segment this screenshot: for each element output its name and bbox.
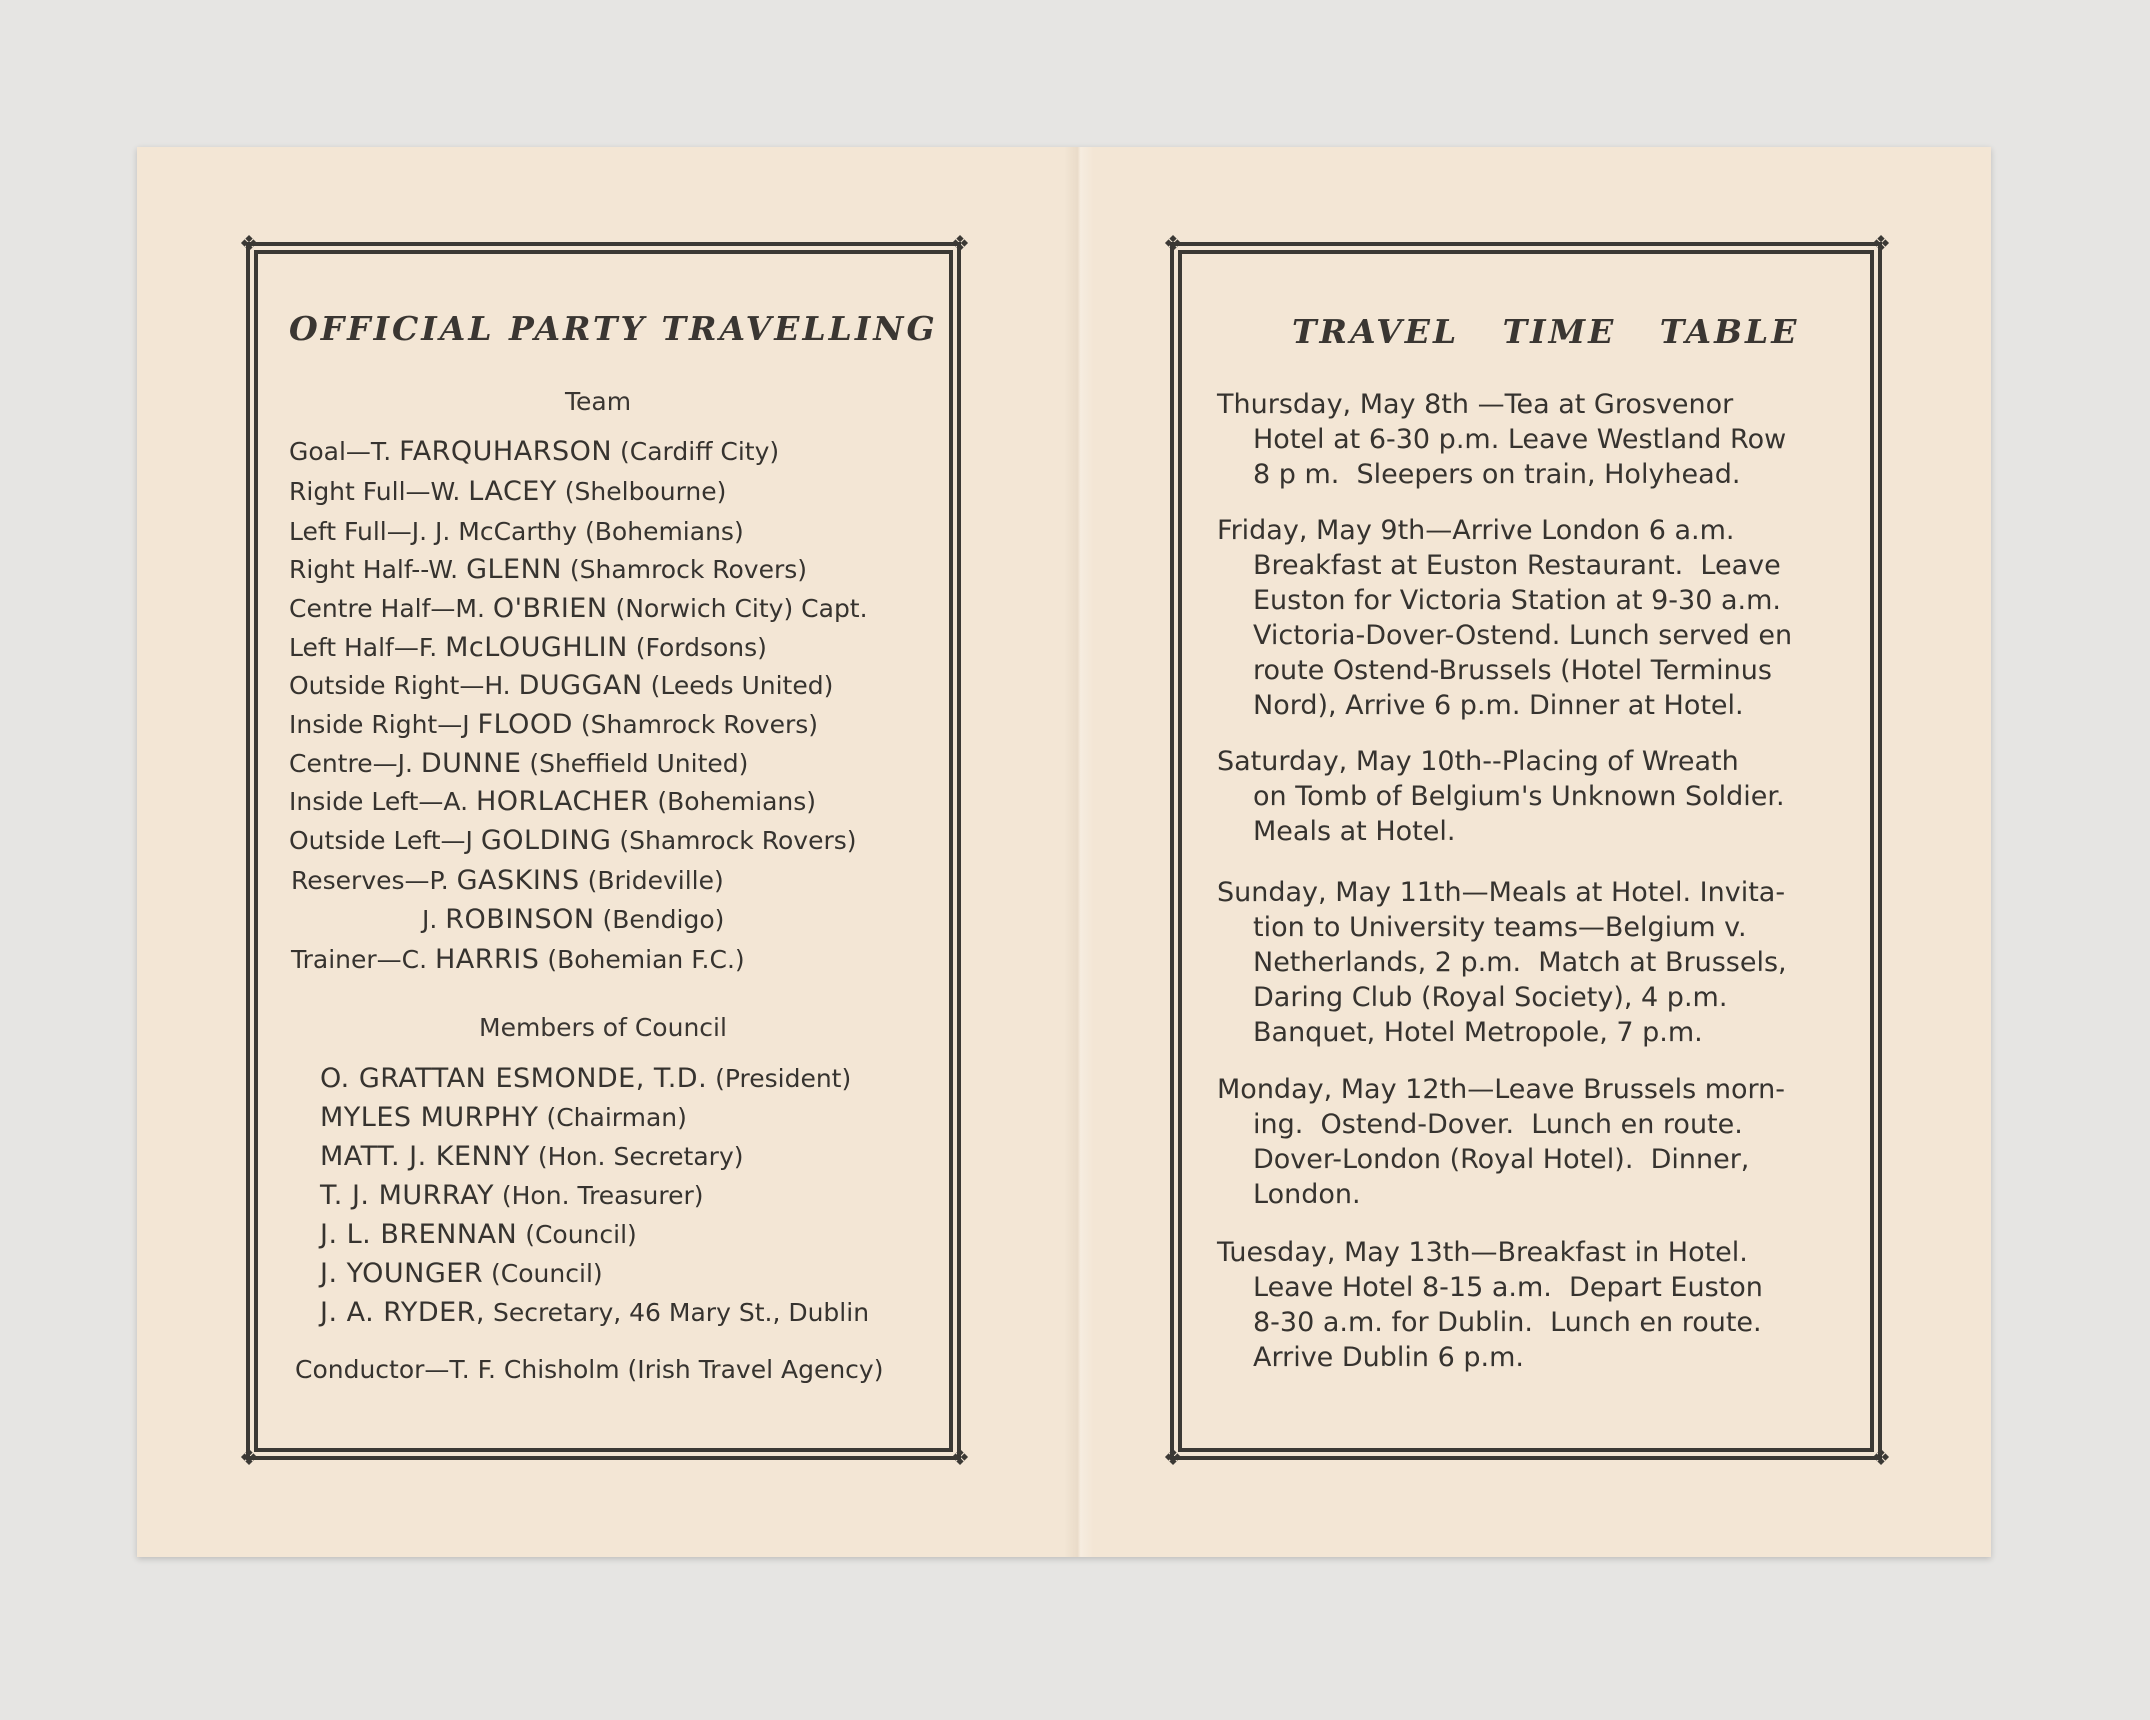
- timetable-line: Netherlands, 2 p.m. Match at Brussels,: [1253, 947, 1787, 978]
- player-line: [289, 437, 779, 467]
- corner-ornament-icon: ❖: [1163, 1446, 1183, 1471]
- corner-ornament-icon: ❖: [239, 1446, 259, 1471]
- timetable-entry: [1217, 387, 1842, 492]
- timetable-line: Friday, May 9th—Arrive London 6 a.m.: [1217, 515, 1735, 546]
- council-member-line: [320, 1064, 851, 1094]
- council-member-name: T. J. MURRAY: [320, 1180, 494, 1211]
- council-member-role: (Hon. Secretary): [529, 1142, 744, 1171]
- center-fold: [1064, 147, 1094, 1557]
- player-club: (Bohemians): [577, 517, 744, 546]
- player-name: HARRIS: [435, 944, 540, 975]
- council-member-line: [320, 1298, 869, 1328]
- timetable-line: Arrive Dublin 6 p.m.: [1253, 1342, 1524, 1373]
- player-role: Left Full—J. J. McCarthy: [289, 517, 578, 546]
- council-member-name: MYLES MURPHY: [320, 1102, 539, 1133]
- council-member-name: J. L. BRENNAN: [320, 1219, 518, 1250]
- program-card: [137, 147, 1991, 1557]
- player-role: Centre Half—M.: [289, 594, 493, 623]
- timetable-line: route Ostend-Brussels (Hotel Terminus: [1253, 655, 1772, 686]
- player-role: Reserves—P.: [291, 866, 457, 895]
- player-line: [289, 710, 818, 740]
- corner-ornament-icon: ❖: [1871, 232, 1891, 257]
- timetable-line: London.: [1253, 1179, 1361, 1210]
- council-member-role: Secretary, 46 Mary St., Dublin: [485, 1298, 870, 1327]
- player-name: DUNNE: [420, 748, 522, 779]
- player-club: (Bohemians): [649, 787, 817, 816]
- player-name: O'BRIEN: [492, 593, 608, 624]
- player-role: Right Full—W.: [289, 477, 469, 506]
- player-club: (Shamrock Rovers): [611, 826, 857, 855]
- player-club: (Shamrock Rovers): [561, 555, 808, 584]
- timetable-entry: [1217, 1072, 1842, 1212]
- timetable-entry: [1217, 513, 1842, 723]
- timetable-line: on Tomb of Belgium's Unknown Soldier.: [1253, 781, 1785, 812]
- player-line: [291, 945, 745, 975]
- player-name: HORLACHER: [475, 786, 650, 817]
- player-club: (Sheffield United): [521, 749, 749, 778]
- player-name: GOLDING: [480, 825, 612, 856]
- council-member-role: (Chairman): [538, 1103, 687, 1132]
- player-role: Centre—J.: [289, 749, 421, 778]
- timetable-line: Monday, May 12th—Leave Brussels morn-: [1217, 1074, 1786, 1105]
- council-member-role: (Council): [483, 1259, 603, 1288]
- player-club: (Brideville): [579, 866, 724, 895]
- player-club: (Norwich City) Capt.: [607, 594, 868, 623]
- player-role: Left Half—F.: [289, 633, 446, 662]
- timetable-entry: [1217, 1235, 1842, 1375]
- corner-ornament-icon: ❖: [1871, 1446, 1891, 1471]
- player-line: [289, 826, 857, 856]
- timetable-line: Saturday, May 10th--Placing of Wreath: [1217, 746, 1739, 777]
- timetable-line: Hotel at 6-30 p.m. Leave Westland Row: [1253, 424, 1787, 455]
- player-role: J.: [422, 905, 446, 934]
- timetable-line: Daring Club (Royal Society), 4 p.m.: [1253, 982, 1728, 1013]
- player-role: Inside Right—J: [289, 710, 478, 739]
- timetable-line: Leave Hotel 8-15 a.m. Depart Euston: [1253, 1272, 1763, 1303]
- player-club: (Bohemian F.C.): [539, 945, 745, 974]
- council-member-role: (Council): [517, 1220, 637, 1249]
- player-club: (Cardiff City): [612, 437, 780, 466]
- timetable-line: Breakfast at Euston Restaurant. Leave: [1253, 550, 1781, 581]
- timetable-line: Banquet, Hotel Metropole, 7 p.m.: [1253, 1017, 1703, 1048]
- council-member-role: (President): [707, 1064, 852, 1093]
- timetable-line: Tuesday, May 13th—Breakfast in Hotel.: [1217, 1237, 1748, 1268]
- player-name: GLENN: [466, 554, 562, 585]
- timetable-line: tion to University teams—Belgium v.: [1253, 912, 1747, 943]
- player-role: Right Half--W.: [289, 555, 467, 584]
- council-member-name: J. YOUNGER: [320, 1258, 484, 1289]
- player-line: [289, 787, 816, 817]
- player-line: [289, 555, 807, 585]
- player-role: Outside Right—H.: [289, 671, 519, 700]
- player-name: LACEY: [468, 476, 557, 507]
- player-club: (Leeds United): [642, 671, 834, 700]
- player-name: DUGGAN: [518, 670, 643, 701]
- player-line: [291, 866, 724, 896]
- timetable-line: Euston for Victoria Station at 9-30 a.m.: [1253, 585, 1781, 616]
- timetable-line: Meals at Hotel.: [1253, 816, 1456, 847]
- timetable-line: ing. Ostend-Dover. Lunch en route.: [1253, 1109, 1743, 1140]
- player-name: ROBINSON: [445, 904, 595, 935]
- player-role: Trainer—C.: [291, 945, 435, 974]
- timetable-entry: [1217, 744, 1842, 849]
- council-member-line: [320, 1220, 637, 1250]
- corner-ornament-icon: ❖: [950, 1446, 970, 1471]
- team-heading: Team: [565, 387, 632, 416]
- corner-ornament-icon: ❖: [1163, 232, 1183, 257]
- player-club: (Bendigo): [594, 905, 725, 934]
- timetable-line: Thursday, May 8th —Tea at Grosvenor: [1217, 389, 1734, 420]
- timetable-line: 8-30 a.m. for Dublin. Lunch en route.: [1253, 1307, 1762, 1338]
- player-name: FLOOD: [477, 709, 573, 740]
- player-club: (Shelbourne): [556, 477, 727, 506]
- council-member-name: MATT. J. KENNY: [320, 1141, 530, 1172]
- player-line: [289, 517, 744, 547]
- player-role: Inside Left—A.: [289, 787, 476, 816]
- conductor-line: Conductor—T. F. Chisholm (Irish Travel Agency): [295, 1355, 884, 1384]
- council-heading: Members of Council: [479, 1013, 727, 1042]
- council-member-line: [320, 1181, 704, 1211]
- council-member-line: [320, 1259, 603, 1289]
- right-panel-title: TRAVEL TIME TABLE: [1292, 312, 1800, 351]
- left-panel-title: OFFICIAL PARTY TRAVELLING: [289, 309, 938, 348]
- player-line: [289, 671, 833, 701]
- corner-ornament-icon: ❖: [239, 232, 259, 257]
- player-name: GASKINS: [456, 865, 580, 896]
- player-role: Goal—T.: [289, 437, 400, 466]
- council-member-line: [320, 1103, 687, 1133]
- corner-ornament-icon: ❖: [950, 232, 970, 257]
- player-club: (Fordsons): [627, 633, 767, 662]
- player-line: [289, 594, 868, 624]
- player-name: FARQUHARSON: [399, 436, 613, 467]
- timetable-line: Victoria-Dover-Ostend. Lunch served en: [1253, 620, 1793, 651]
- player-role: Outside Left—J: [289, 826, 481, 855]
- player-line: [289, 749, 748, 779]
- player-name: McLOUGHLIN: [445, 632, 628, 663]
- council-member-name: O. GRATTAN ESMONDE, T.D.: [320, 1063, 708, 1094]
- timetable-entry: [1217, 875, 1842, 1050]
- council-member-line: [320, 1142, 744, 1172]
- player-line: [289, 633, 767, 663]
- council-member-role: (Hon. Treasurer): [493, 1181, 704, 1210]
- timetable-line: Nord), Arrive 6 p.m. Dinner at Hotel.: [1253, 690, 1744, 721]
- player-club: (Shamrock Rovers): [572, 710, 819, 739]
- timetable-line: Dover-London (Royal Hotel). Dinner,: [1253, 1144, 1750, 1175]
- player-line: [289, 477, 726, 507]
- council-member-name: J. A. RYDER,: [320, 1297, 486, 1328]
- player-line: [422, 905, 724, 935]
- timetable-line: Sunday, May 11th—Meals at Hotel. Invita-: [1217, 877, 1786, 908]
- timetable-line: 8 p m. Sleepers on train, Holyhead.: [1253, 459, 1741, 490]
